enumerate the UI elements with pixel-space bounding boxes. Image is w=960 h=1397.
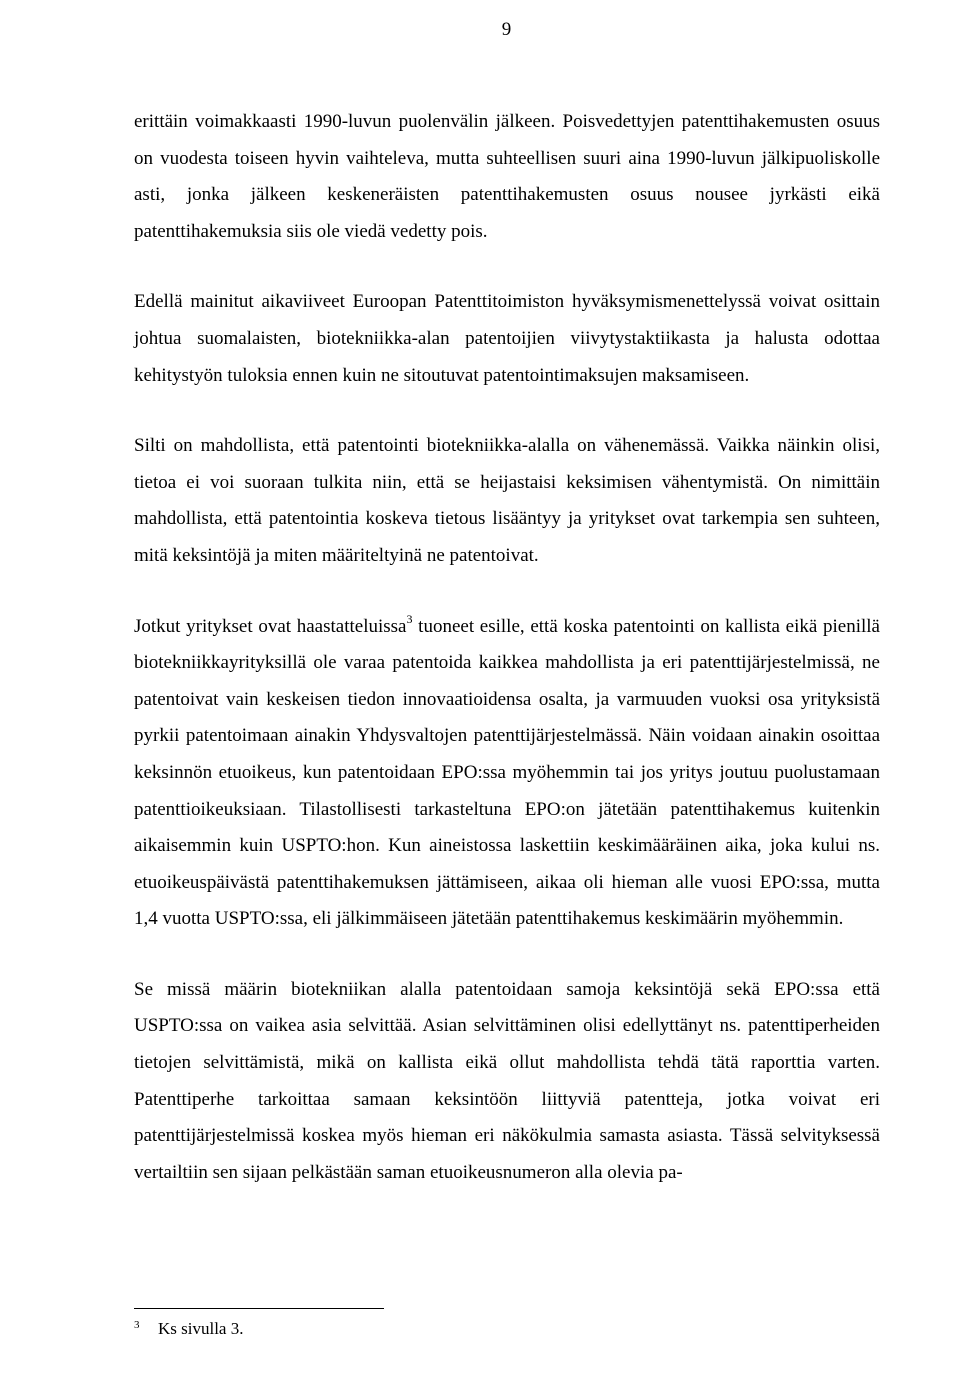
paragraph-1-text: erittäin voimakkaasti 1990-luvun puolenvälin jälkeen. Poisvedettyjen patenttihakemusten osuus on vuodesta toiseen hyvin vaihteleva, mutta suhteellisen suuri aina 1990-luvun jälkipuoliskolle asti, jonka jälkeen keskeneräisten patenttihakemusten osuus nousee jyrkästi eikä patenttihakemuksia siis ole viedä vedetty pois. (134, 111, 880, 242)
paragraph-5-text: Se missä määrin biotekniikan alalla patentoidaan samoja keksintöjä sekä EPO:ssa että USPTO:ssa on vaikea asia selvittää. Asian selvittäminen olisi edellyttänyt ns. patenttiperheiden tietojen selvittämistä, mikä on kallista eikä ollut mahdollista tehdä tätä raporttia varten. Patenttiperhe tarkoittaa samaan keksintöön liittyviä patentteja, jotka voivat eri patenttijärjestelmissä koskea myös hieman eri näkökulmia samasta asiasta. Tässä selvityksessä vertailtiin sen sijaan pelkästään saman etuoikeusnumeron alla olevia pa- (134, 978, 880, 1183)
paragraph-2-text: Edellä mainitut aikaviiveet Euroopan Patenttitoimiston hyväksymismenettelyssä voivat osittain johtua suomalaisten, biotekniikka-alan patentoijien viivytystaktiikasta ja halusta odottaa kehitystyön tuloksia ennen kuin ne sitoutuvat patentointimaksujen maksamiseen. (134, 291, 880, 386)
footnote-reference: 3 (406, 611, 413, 626)
body-text (134, 104, 880, 1225)
footnote-separator (134, 1308, 384, 1309)
footnote: 3 Ks sivulla 3. (134, 1319, 244, 1338)
paragraph-5 (134, 972, 880, 1192)
paragraph-3 (134, 428, 880, 574)
paragraph-4-text-end: tuoneet esille, että koska patentointi on kallista eikä pienillä biotekniikkayrityksillä ole varaa patentoida kaikkea mahdollista ja eri patenttijärjestelmissä, ne patentoivat vain keskeisen tiedon innovaatioidensa osalta, ja varmuuden vuoksi osa yrityksistä pyrkii patentoimaan ainakin Yhdysvaltojen patenttijärjestelmässä. Näin voidaan ainakin osoittaa keksinnön etuoikeus, kun patentoidaan EPO:ssa myöhemmin tai jos yritys joutuu puolustamaan patenttioikeuksiaan. Tilastollisesti tarkasteltuna EPO:on jätetään patenttihakemus kuitenkin aikaisemmin kuin USPTO:hon. Kun aineistossa laskettiin keskimääräinen aika, joka kului ns. etuoikeuspäivästä patenttihakemuksen jättämiseen, aikaa oli hieman alle vuosi EPO:ssa, mutta 1,4 vuotta USPTO:ssa, eli jälkimmäiseen jätetään patenttihakemus keskimäärin myöhemmin. (134, 615, 880, 930)
paragraph-3-text: Silti on mahdollista, että patentointi biotekniikka-alalla on vähenemässä. Vaikka näinkin olisi, tietoa ei voi suoraan tulkita niin, että se heijastaisi keksimisen vähentymistä. On nimittäin mahdollista, että patentointia koskeva tietous lisääntyy ja yritykset ovat tarkempia sen suhteen, mitä keksintöjä ja miten määriteltyinä ne patentoivat. (134, 435, 880, 566)
paragraph-2 (134, 284, 880, 394)
paragraph-1 (134, 104, 880, 250)
page-number: 9 (501, 19, 512, 40)
footnote-text: Ks sivulla 3. (158, 1319, 244, 1338)
paragraph-4 (134, 609, 880, 938)
paragraph-4-text-start: Jotkut yritykset ovat haastatteluissa (134, 615, 407, 637)
